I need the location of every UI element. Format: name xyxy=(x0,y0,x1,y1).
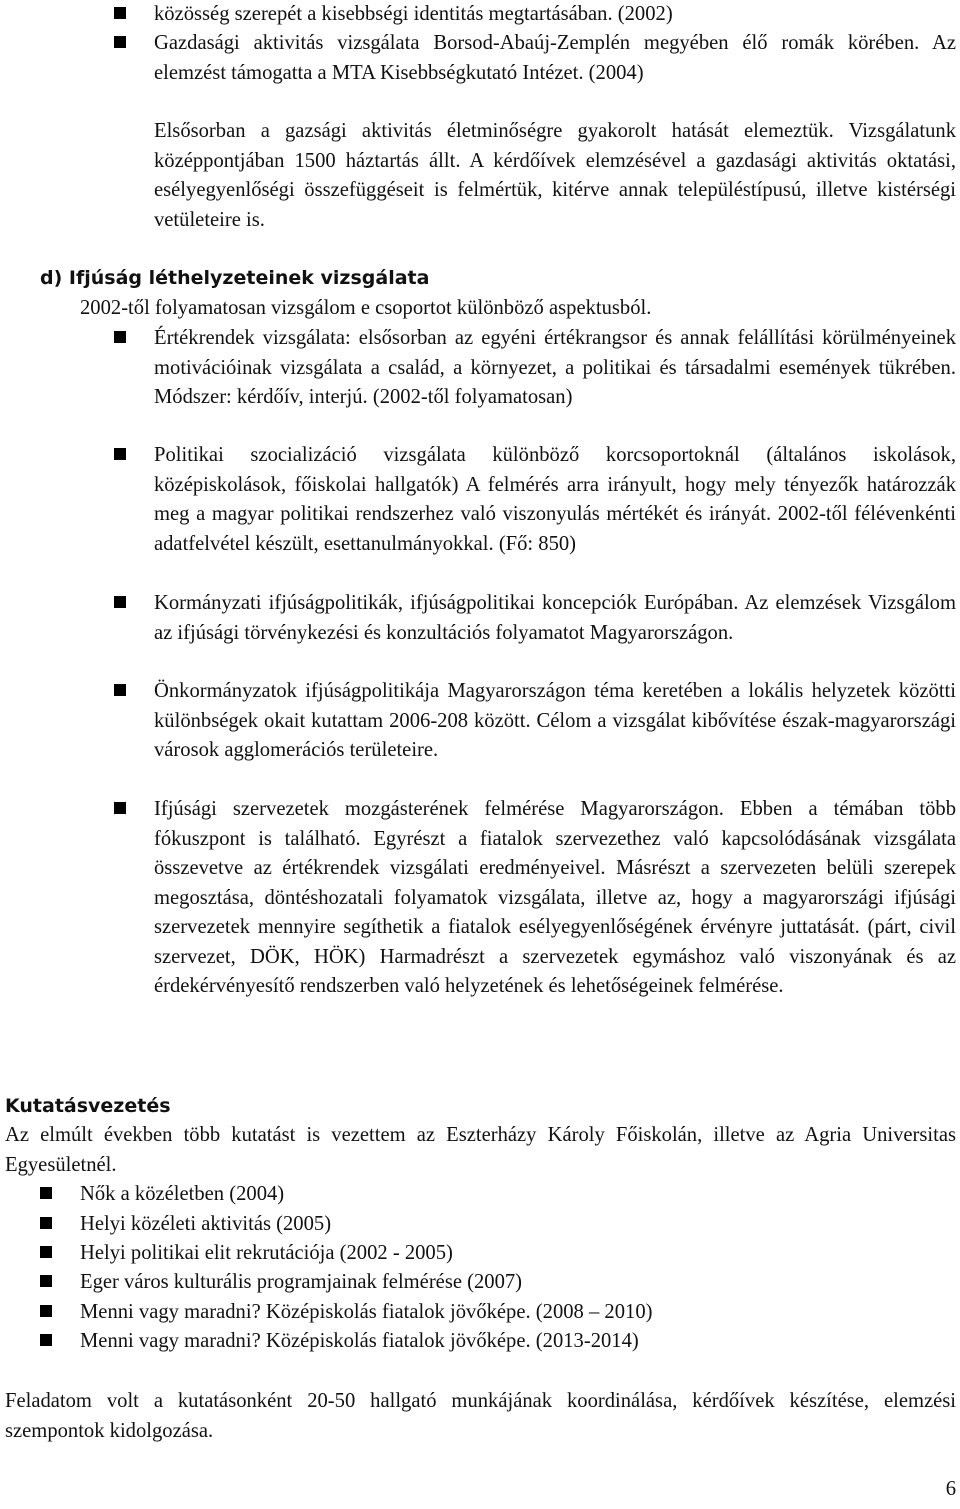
list-item: Eger város kulturális programjainak felmérése (2007) xyxy=(80,1268,956,1298)
list-item: Ifjúsági szervezetek mozgásterének felmérése Magyarországon. Ebben a témában több fókuszpont is található. Egyrészt a fiatalok szervezethez való kapcsolódásának vizsgálata összevetve az értékrendek vizsgálati eredményeivel. Másrészt a szervezeten belüli szerepek megosztása, döntéshozatali folyamatok vizsgálata, illetve az, hogy a magyarországi ifjúsági szervezetek mennyire segíthetik a fiatalok esélyegyenlőségének érvényre juttatását. (párt, civil szervezet, DÖK, HÖK) Harmadrészt a szervezetek egymáshoz való viszonyának és az érdekérvényesítő rendszerben való helyzetének és lehetőségeinek felmérése. xyxy=(154,795,956,1002)
list-item: Kormányzati ifjúságpolitikák, ifjúságpolitikai koncepciók Európában. Az elemzések Vizsgálom az ifjúsági törvénykezési és konzultációs folyamatot Magyarországon. xyxy=(154,589,956,648)
list-item: Menni vagy maradni? Középiskolás fiatalok jövőképe. (2008 – 2010) xyxy=(80,1298,956,1328)
list-item: Helyi politikai elit rekrutációja (2002 - 2005) xyxy=(80,1239,956,1269)
list-item: Értékrendek vizsgálata: elsősorban az egyéni értékrangsor és annak felállítási körülményeinek motivációinak vizsgálata a család, a környezet, a politikai és társadalmi események tükrében. Módszer: kérdőív, interjú. (2002-től folyamatosan) xyxy=(154,324,956,413)
list-item: közösség szerepét a kisebbségi identitás megtartásában. (2002) xyxy=(154,0,956,30)
page-number: 6 xyxy=(945,1478,956,1500)
section-heading: d) Ifjúság léthelyzeteinek vizsgálata xyxy=(40,267,430,289)
list-item: Menni vagy maradni? Középiskolás fiatalok jövőképe. (2013-2014) xyxy=(80,1327,956,1357)
list-item: Politikai szocializáció vizsgálata különböző korcsoportoknál (általános iskolások, középiskolások, főiskolai hallgatók) A felmérés arra irányult, hogy mely tényezők határozzák meg a magyar politikai rendszerhez való viszonyulás mértékét és irányát. 2002-től félévenkénti adatfelvétel készült, esettanulmányokkal. (Fő: 850) xyxy=(154,441,956,559)
closing-paragraph: Feladatom volt a kutatásonként 20-50 hallgató munkájának koordinálása, kérdőívek készítése, elemzési szempontok kidolgozása. xyxy=(5,1390,956,1442)
list-item: Helyi közéleti aktivitás (2005) xyxy=(80,1210,956,1240)
section-heading: Kutatásvezetés xyxy=(5,1095,171,1117)
list-item-continuation: Elsősorban a gazsági aktivitás életminőségre gyakorolt hatását elemeztük. Vizsgálatunk középpontjában 1500 háztartás állt. A kérdőívek elemzésével a gazdasági aktivitás oktatási, esélyegyenlőségi összefüggéseit is felmértük, kitérve annak településtípusú, illetve kistérségi vetületeire is. xyxy=(154,120,956,231)
section-intro: Az elmúlt években több kutatást is vezettem az Eszterházy Károly Főiskolán, illetve az Agria Universitas Egyesületnél. xyxy=(5,1124,956,1176)
list-item: Nők a közéletben (2004) xyxy=(80,1180,956,1210)
section-intro: 2002-től folyamatosan vizsgálom e csoportot különböző aspektusból. xyxy=(80,297,652,319)
list-item: Önkormányzatok ifjúságpolitikája Magyarországon téma keretében a lokális helyzetek közötti különbségek okait kutattam 2006-208 között. Célom a vizsgálat kibővítése észak-magyarországi városok agglomerációs területeire. xyxy=(154,677,956,766)
list-item: Gazdasági aktivitás vizsgálata Borsod-Abaúj-Zemplén megyében élő romák körében. Az elemzést támogatta a MTA Kisebbségkutató Intézet. (2004) xyxy=(154,29,956,88)
